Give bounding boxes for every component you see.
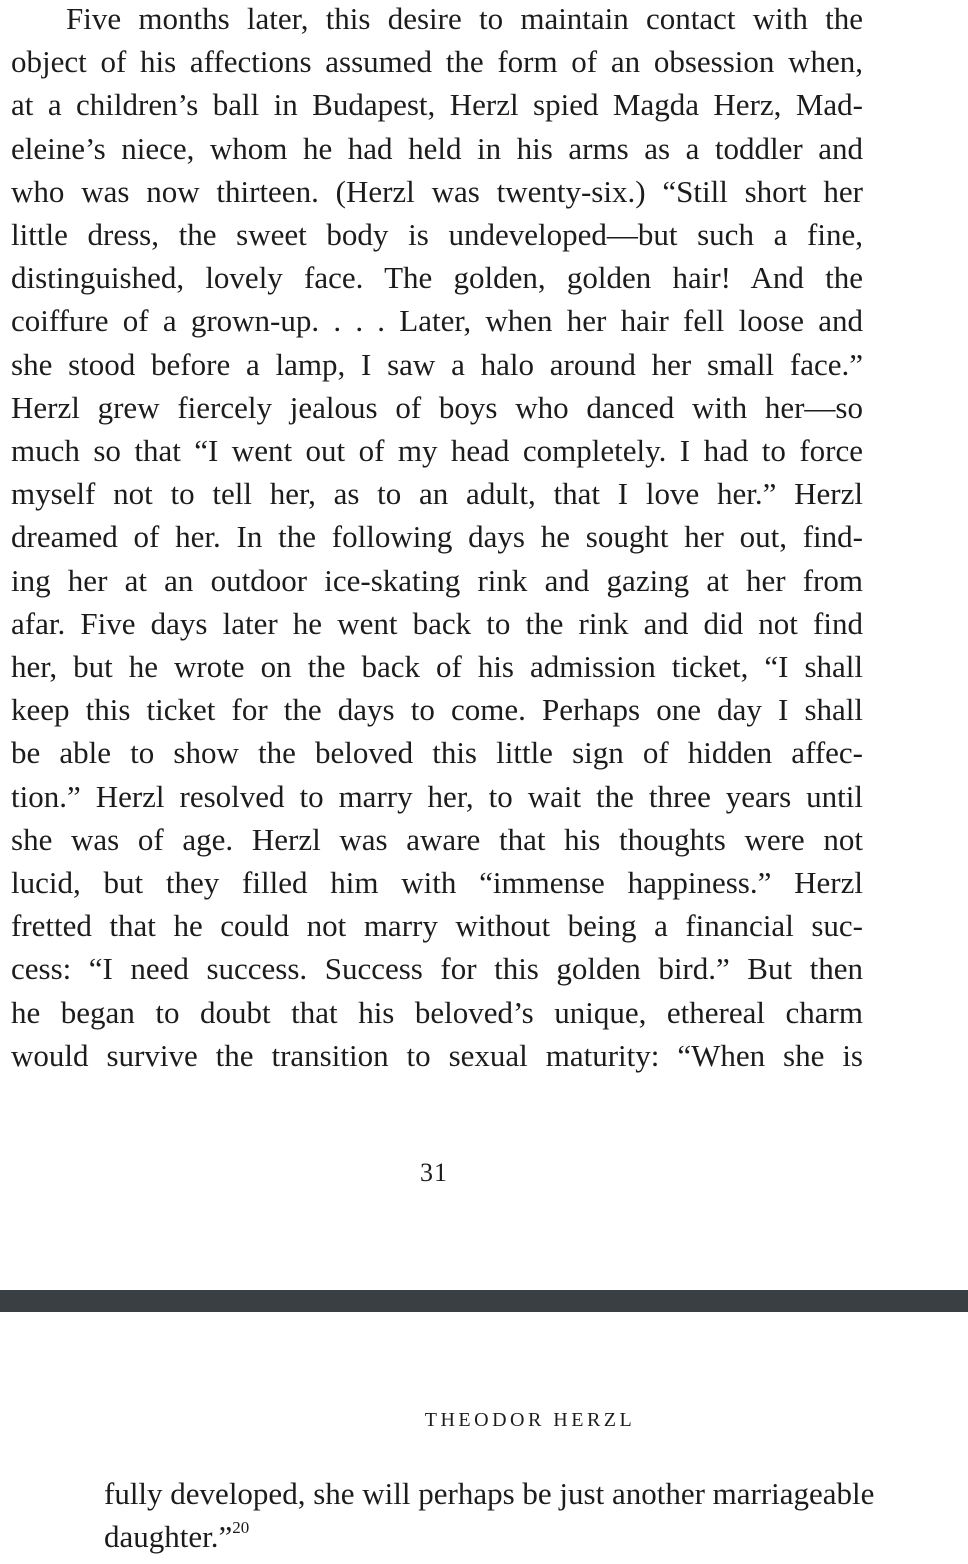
continuation-line-1: fully developed, she will perhaps be just another marriageable — [104, 1476, 875, 1511]
text-line: fretted that he could not marry without being a financial suc- — [11, 908, 863, 944]
text-line: her, but he wrote on the back of his admission ticket, “I shall — [11, 649, 863, 685]
text-line: be able to show the beloved this little sign of hidden affec- — [11, 735, 863, 771]
text-line: object of his affections assumed the form of an obsession when, — [11, 44, 863, 80]
text-line: myself not to tell her, as to an adult, that I love her.” Herzl — [11, 476, 864, 512]
text-line: who was now thirteen. (Herzl was twenty-six.) “Still short her — [11, 173, 863, 209]
text-line: would survive the transition to sexual maturity: “When she is — [11, 1037, 863, 1073]
text-line: tion.” Herzl resolved to marry her, to wait the three years until — [11, 778, 863, 814]
text-line: distinguished, lovely face. The golden, golden hair! And the — [11, 260, 863, 296]
text-line: coiffure of a grown-up. . . . Later, when her hair fell loose and — [11, 303, 864, 339]
text-line: eleine’s niece, whom he had held in his arms as a toddler and — [11, 130, 863, 166]
footnote-reference[interactable]: 20 — [232, 1518, 250, 1537]
text-line: at a children’s ball in Budapest, Herzl spied Magda Herz, Mad- — [11, 87, 863, 123]
text-line: dreamed of her. In the following days he sought her out, find- — [11, 519, 863, 555]
text-line: little dress, the sweet body is undeveloped—but such a fine, — [11, 217, 863, 253]
text-line: much so that “I went out of my head completely. I had to force — [11, 433, 864, 469]
page-number: 31 — [420, 1158, 448, 1187]
text-line: she stood before a lamp, I saw a halo around her small face.” — [11, 346, 864, 382]
body-paragraph — [11, 0, 863, 1077]
text-line: afar. Five days later he went back to the rink and did not find — [11, 605, 863, 641]
text-line: Five months later, this desire to maintain contact with the — [66, 1, 863, 36]
text-line: keep this ticket for the days to come. Perhaps one day I shall — [11, 692, 863, 728]
text-line: lucid, but they filled him with “immense happiness.” Herzl — [11, 865, 863, 901]
text-line: cess: “I need success. Success for this golden bird.” But then — [11, 951, 863, 987]
running-head: THEODOR HERZL — [424, 1409, 636, 1431]
continuation-paragraph — [104, 1472, 968, 1558]
continuation-line-2: daughter.” — [104, 1519, 233, 1554]
page-divider — [0, 1290, 968, 1312]
text-line: she was of age. Herzl was aware that his thoughts were not — [11, 821, 863, 857]
text-line: ing her at an outdoor ice-skating rink and gazing at her from — [11, 562, 863, 598]
text-line: he began to doubt that his beloved’s unique, ethereal charm — [11, 994, 863, 1030]
text-line: Herzl grew fiercely jealous of boys who danced with her—so — [11, 389, 863, 425]
